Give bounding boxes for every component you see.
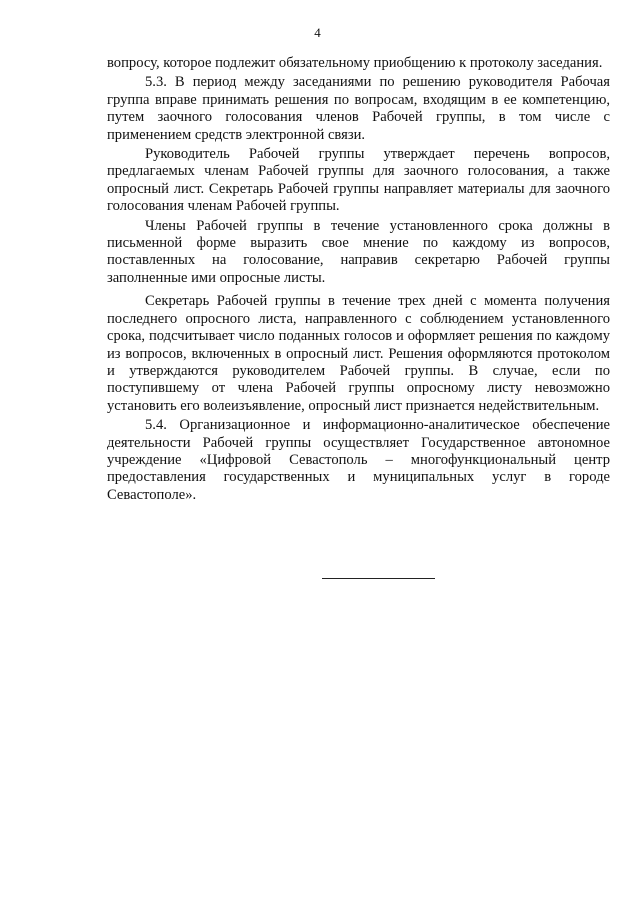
document-body xyxy=(107,55,610,506)
paragraph-5-3: 5.3. В период между заседаниями по решению руководителя Рабочая группа вправе принимать решения по вопросам, входящим в ее компетенцию, путем заочного голосования членов Рабочей группы, в том числе с применением средств электронной связи. xyxy=(107,74,610,143)
paragraph-members: Члены Рабочей группы в течение установленного срока должны в письменной форме выразить свое мнение по каждому из вопросов, поставленных на голосование, направив секретарю Рабочей группы заполненные ими опросные листы. xyxy=(107,217,610,286)
paragraph-secretary: Секретарь Рабочей группы в течение трех дней с момента получения последнего опросного листа, направленного с соблюдением установленного срока, подсчитывает число поданных голосов и оформляет решения по каждому из вопросов, включенных в опросный лист. Решения оформляются протоколом и утверждаются руководителем Рабочей группы. В случае, если по поступившему от члена Рабочей группы опросному листу невозможно установить его волеизъявление, опросный лист признается недействительным. xyxy=(107,293,610,414)
paragraph-head-approves: Руководитель Рабочей группы утверждает перечень вопросов, предлагаемых членам Рабочей группы для заочного голосования, а также опросный лист. Секретарь Рабочей группы направляет материалы для заочного голосования членам Рабочей группы. xyxy=(107,146,610,215)
end-divider-line xyxy=(322,578,435,579)
page-number: 4 xyxy=(314,25,321,40)
paragraph-continuation: вопросу, которое подлежит обязательному приобщению к протоколу заседания. xyxy=(107,55,603,71)
paragraph-5-4: 5.4. Организационное и информационно-аналитическое обеспечение деятельности Рабочей группы осуществляет Государственное автономное учреждение «Цифровой Севастополь – многофункциональный центр предоставления государственных и муниципальных услуг в городе Севастополе». xyxy=(107,417,610,503)
